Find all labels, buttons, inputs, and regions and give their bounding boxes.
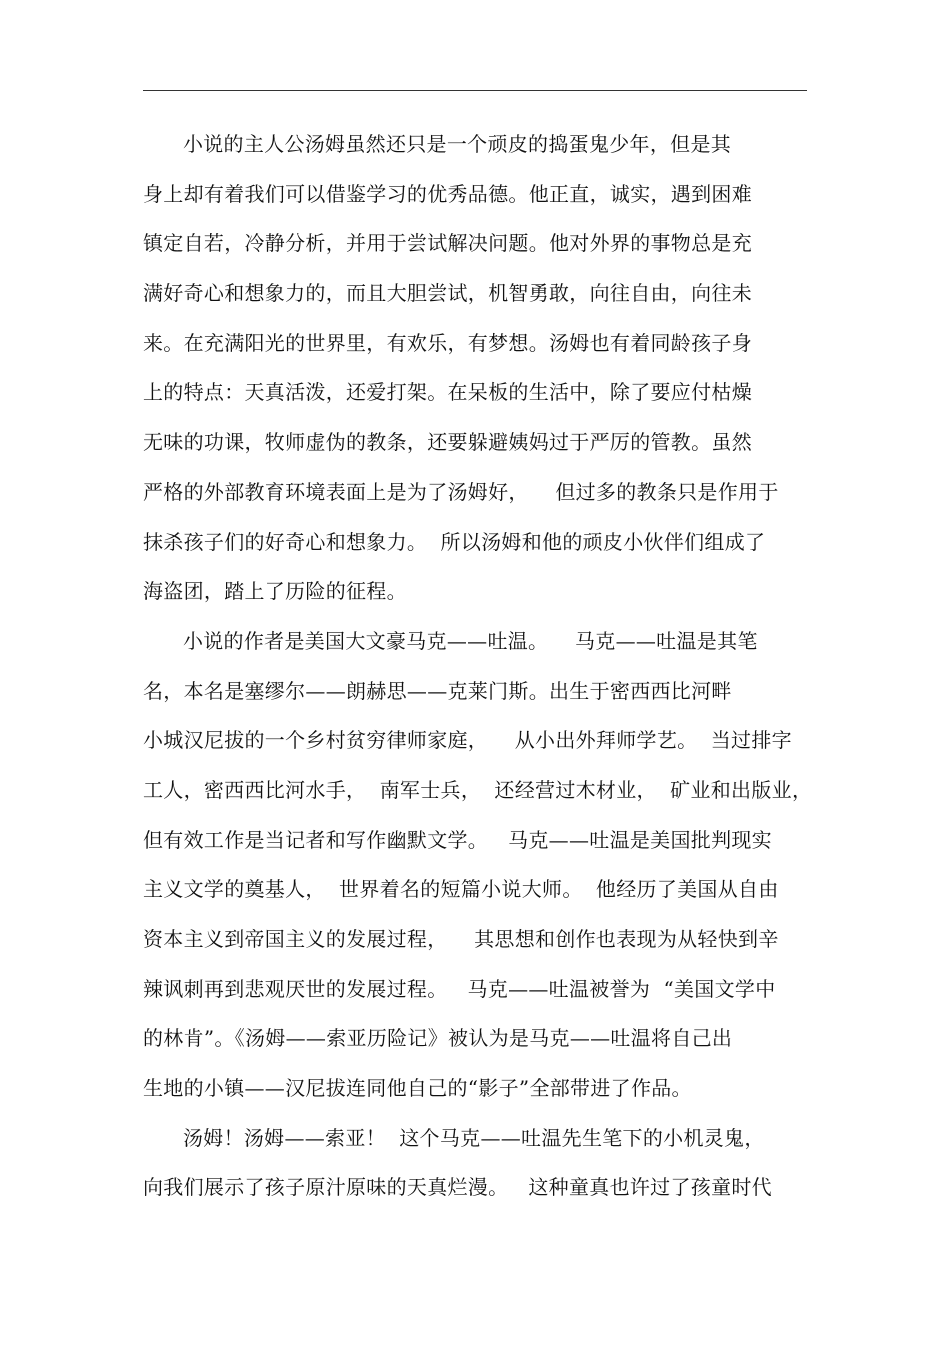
text-line: 工人，密西西比河水手， 南军士兵， 还经营过木材业， 矿业和出版业， — [143, 777, 813, 802]
text-line: 镇定自若，冷静分析，并用于尝试解决问题。他对外界的事物总是充 — [143, 231, 752, 256]
text-line: 的林肯”。《汤姆——索亚历险记》被认为是马克——吐温将自己出 — [143, 1026, 733, 1051]
text-line: 满好奇心和想象力的，而且大胆尝试，机智勇敢，向往自由，向往未 — [143, 281, 752, 306]
text-line: 资本主义到帝国主义的发展过程， 其思想和创作也表现为从轻快到辛 — [143, 927, 779, 951]
header-rule — [143, 90, 807, 91]
text-line: 抹杀孩子们的好奇心和想象力。 所以汤姆和他的顽皮小伙伴们组成了 — [143, 529, 766, 554]
text-line: 海盗团，踏上了历险的征程。 — [143, 579, 407, 604]
text-line: 来。在充满阳光的世界里，有欢乐，有梦想。汤姆也有着同龄孩子身 — [143, 330, 752, 355]
text-line: 生地的小镇——汉尼拔连同他自己的“影子”全部带进了作品。 — [143, 1076, 692, 1101]
body-text — [143, 124, 823, 1217]
text-line: 小说的作者是美国大文豪马克——吐温。 马克——吐温是其笔 — [143, 628, 758, 653]
text-line: 名，本名是塞缪尔——朗赫思——克莱门斯。出生于密西西比河畔 — [143, 678, 732, 703]
text-line: 辣讽刺再到悲观厌世的发展过程。 马克——吐温被誉为 “美国文学中 — [143, 976, 776, 1001]
text-line: 向我们展示了孩子原汁原味的天真烂漫。 这种童真也许过了孩童时代 — [143, 1175, 772, 1200]
text-line: 小城汉尼拔的一个乡村贫穷律师家庭， 从小出外拜师学艺。 当过排字 — [143, 728, 792, 753]
text-line: 主义文学的奠基人， 世界着名的短篇小说大师。 他经历了美国从自由 — [143, 877, 779, 902]
text-line: 小说的主人公汤姆虽然还只是一个顽皮的捣蛋鬼少年，但是其 — [143, 132, 732, 156]
text-line: 上的特点：天真活泼，还爱打架。在呆板的生活中，除了要应付枯燥 — [143, 380, 752, 405]
text-line: 汤姆！汤姆——索亚！ 这个马克——吐温先生笔下的小机灵鬼， — [143, 1125, 765, 1150]
text-line: 但有效工作是当记者和写作幽默文学。 马克——吐温是美国批判现实 — [143, 827, 772, 852]
text-line: 无味的功课，牧师虚伪的教条，还要躲避姨妈过于严厉的管教。虽然 — [143, 430, 752, 455]
text-line: 身上却有着我们可以借鉴学习的优秀品德。他正直，诚实，遇到困难 — [143, 181, 752, 206]
text-line: 严格的外部教育环境表面上是为了汤姆好， 但过多的教条只是作用于 — [143, 479, 779, 504]
